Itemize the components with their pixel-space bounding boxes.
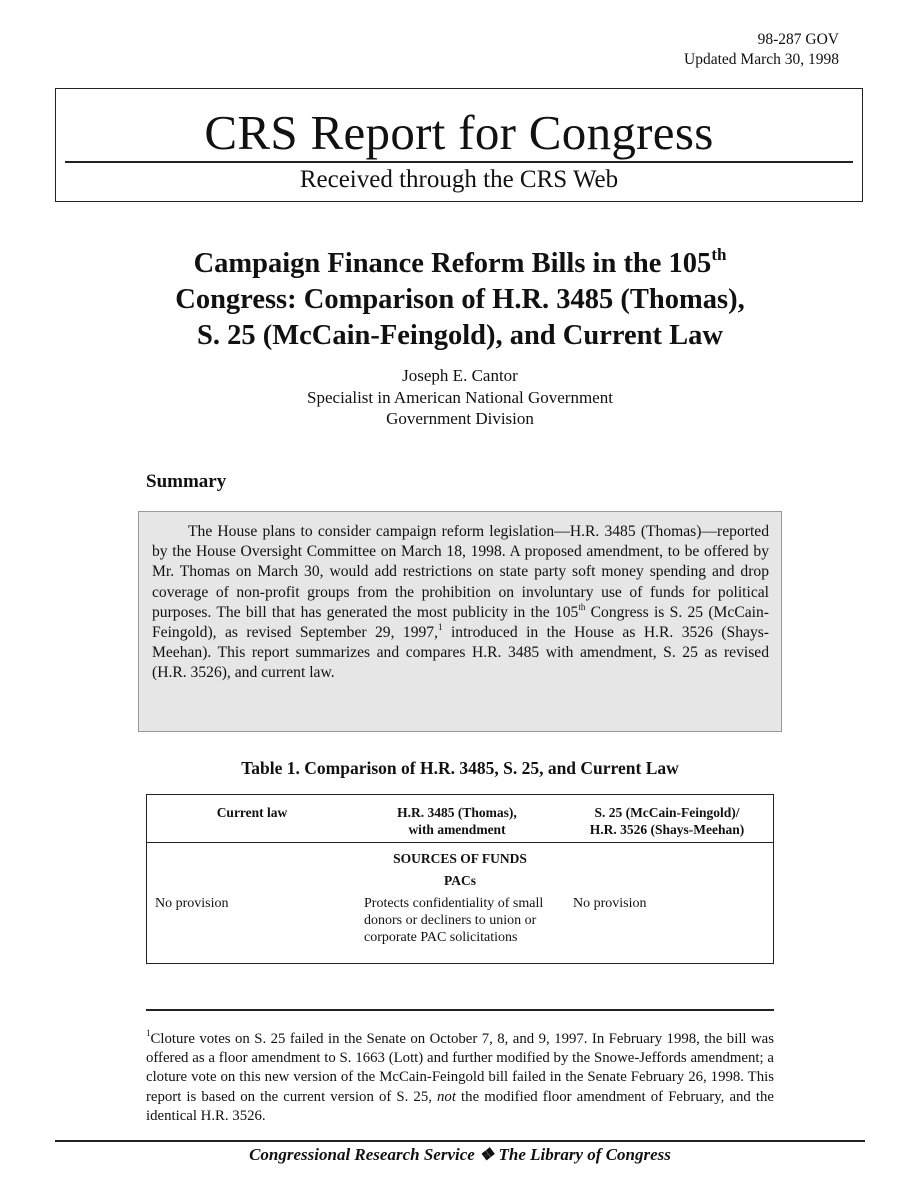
- banner-rule: [65, 161, 853, 163]
- table-header-rule: [147, 842, 773, 843]
- title-line-1: Campaign Finance Reform Bills in the 105th: [193, 244, 727, 279]
- table-caption: Table 1. Comparison of H.R. 3485, S. 25, and Current Law: [241, 758, 679, 778]
- cell-s25: No provision: [573, 896, 647, 911]
- footnote-ref: 1: [438, 621, 443, 632]
- crs-banner: [55, 88, 863, 202]
- header-s25: S. 25 (McCain-Feingold)/ H.R. 3526 (Shays-Meehan): [589, 805, 745, 837]
- comparison-table: [146, 794, 774, 964]
- banner-title: CRS Report for Congress: [204, 105, 714, 160]
- footer-rule: [55, 1140, 865, 1142]
- subsection-pacs: PACs: [444, 873, 476, 888]
- author-division: Government Division: [386, 409, 534, 428]
- header-hr3485: H.R. 3485 (Thomas), with amendment: [397, 805, 517, 837]
- summary-box: The House plans to consider campaign reform legislation—H.R. 3485 (Thomas)—reported by the House Oversight Committee on March 18, 1998. A proposed amendment, to be offered by Mr. Thomas on March 30, would add restrictions on state party soft money spending and drop coverage of non-profit groups from the prohibition on involuntary use of funds for political purposes. The bill that has generated the most publicity in the 105th Congress is S. 25 (McCain-Feingold), as revised September 29, 1997,$^1$ introduced in the House as H.R. 3526 (Shays-Meehan). This report summarizes and compares H.R. 3485 with amendment, S. 25 as revised (H.R. 3526), and current law.: [138, 511, 782, 732]
- footnote-rule: [146, 1009, 774, 1011]
- summary-heading: Summary: [146, 471, 227, 492]
- footer-text: Congressional Research Service ❖ The Library of Congress: [249, 1145, 671, 1164]
- section-sources-of-funds: SOURCES OF FUNDS: [393, 851, 527, 866]
- author-block: [200, 365, 720, 430]
- updated-date: Updated March 30, 1998: [684, 51, 839, 68]
- title-line-3: S. 25 (McCain-Feingold), and Current Law: [197, 320, 723, 351]
- footnote: $^1$Cloture votes on S. 25 failed in the Senate on October 7, 8, and 9, 1997. In February 1998, the bill was offered as a floor amendment to S. 1663 (Lott) and further modified by the Snowe-Jeffords amendment; a cloture vote on this new version of the McCain-Feingold bill failed in the Senate February 26, 1998. This report is based on the current version of S. 25, not the modified floor amendment of February, and the identical H.R. 3526.: [146, 1028, 775, 1124]
- author-name: Joseph E. Cantor: [402, 366, 518, 385]
- title-line-2: Congress: Comparison of H.R. 3485 (Thomas),: [175, 284, 745, 315]
- cell-hr3485: Protects confidentiality of small donors or decliners to union or corporate PAC solicitations: [364, 896, 544, 945]
- banner-subtitle: Received through the CRS Web: [299, 166, 619, 193]
- header-current-law: Current law: [216, 805, 288, 820]
- report-number-block: [684, 30, 839, 70]
- report-title: [120, 246, 800, 354]
- author-position: Specialist in American National Government: [307, 387, 613, 407]
- footnote-number: 1: [146, 1028, 151, 1039]
- cell-current-law: No provision: [155, 896, 229, 911]
- report-number: 98-287 GOV: [757, 31, 839, 48]
